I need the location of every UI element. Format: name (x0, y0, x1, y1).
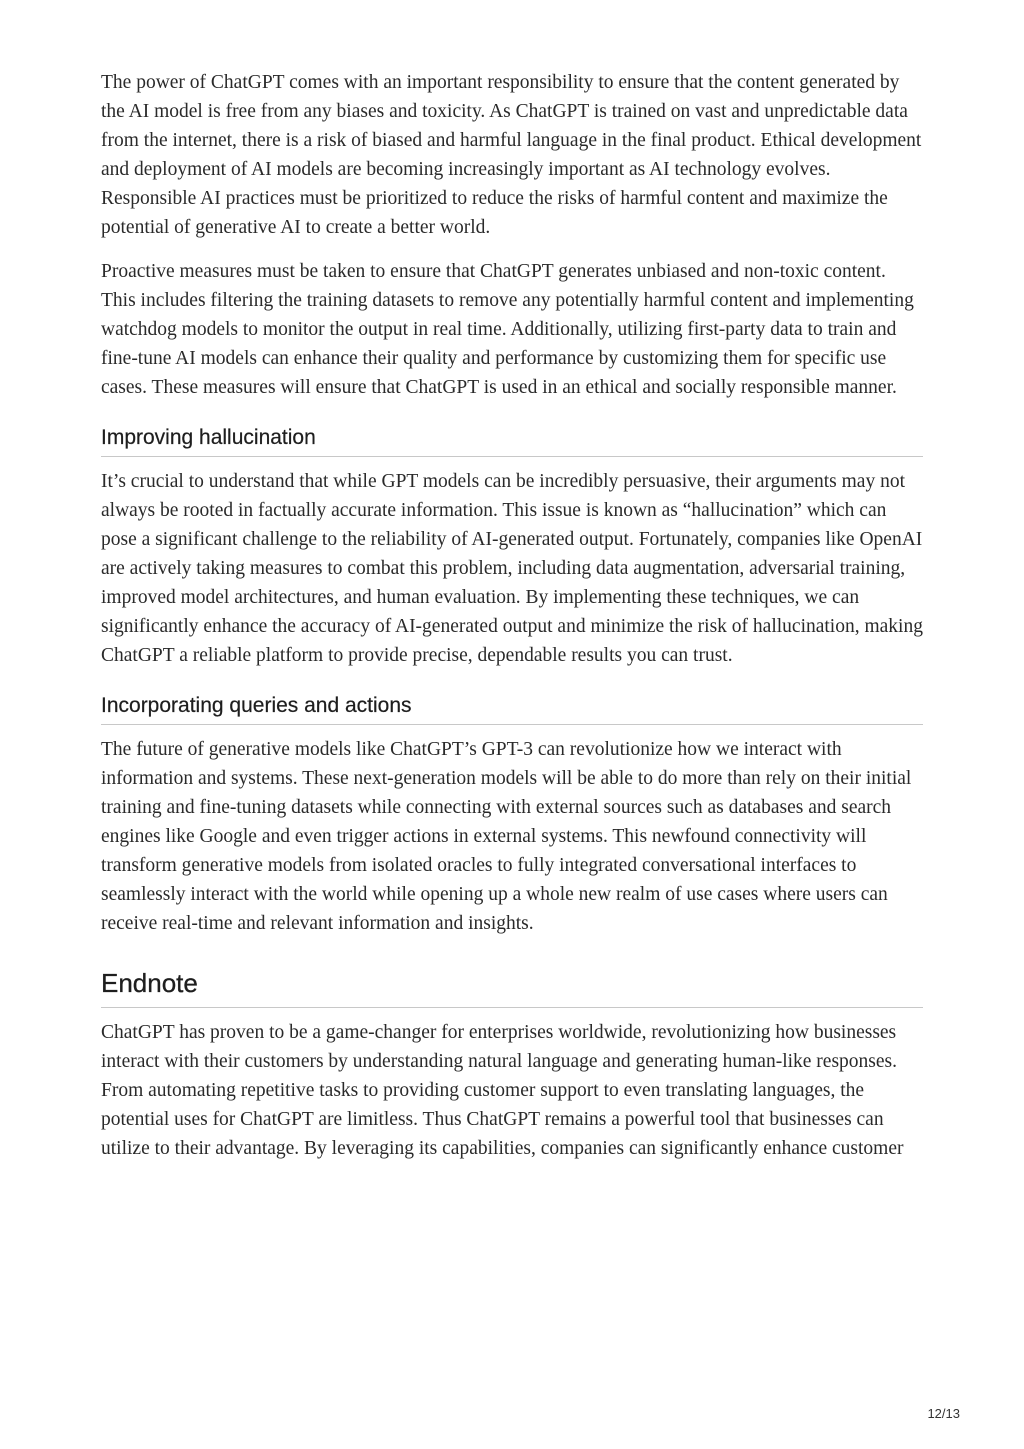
paragraph-responsibility: The power of ChatGPT comes with an important responsibility to ensure that the content generated by the AI model is free from any biases and toxicity. As ChatGPT is trained on vast and unpredictable data from the internet, there is a risk of biased and harmful language in the final product. Ethical development and deployment of AI models are becoming increasingly important as AI technology evolves. Responsible AI practices must be prioritized to reduce the risks of harmful content and maximize the potential of generative AI to create a better world. (101, 72, 922, 238)
heading-incorporating-queries: Incorporating queries and actions (101, 694, 923, 725)
document-page (101, 68, 923, 1178)
heading-improving-hallucination: Improving hallucination (101, 426, 923, 457)
paragraph-endnote: ChatGPT has proven to be a game-changer for enterprises worldwide, revolutionizing how businesses interact with their customers by understanding natural language and generating human-like responses. From automating repetitive tasks to providing customer support to even translating languages, the potential uses for ChatGPT are limitless. Thus ChatGPT remains a powerful tool that businesses can utilize to their advantage. By leveraging its capabilities, companies can significantly enhance customer (101, 1022, 904, 1159)
paragraph-proactive-measures: Proactive measures must be taken to ensure that ChatGPT generates unbiased and non-toxic content. This includes filtering the training datasets to remove any potentially harmful content and implementing watchdog models to monitor the output in real time. Additionally, utilizing first-party data to train and fine-tune AI models can enhance their quality and performance by customizing them for specific use cases. These measures will ensure that ChatGPT is used in an ethical and socially responsible manner. (101, 261, 914, 398)
page-number: 12/13 (927, 1406, 960, 1421)
paragraph-hallucination: It’s crucial to understand that while GPT models can be incredibly persuasive, their arguments may not always be rooted in factually accurate information. This issue is known as “hallucination” which can pose a significant challenge to the reliability of AI-generated output. Fortunately, companies like OpenAI are actively taking measures to combat this problem, including data augmentation, adversarial training, improved model architectures, and human evaluation. By implementing these techniques, we can significantly enhance the accuracy of AI-generated output and minimize the risk of hallucination, making ChatGPT a reliable platform to provide precise, dependable results you can trust. (101, 471, 923, 666)
paragraph-queries-actions: The future of generative models like ChatGPT’s GPT-3 can revolutionize how we interact with information and systems. These next-generation models will be able to do more than rely on their initial training and fine-tuning datasets while connecting with external sources such as databases and search engines like Google and even trigger actions in external systems. This newfound connectivity will transform generative models from isolated oracles to fully integrated conversational interfaces to seamlessly interact with the world while opening up a whole new realm of use cases where users can receive real-time and relevant information and insights. (101, 739, 912, 934)
heading-endnote: Endnote (101, 968, 923, 1008)
